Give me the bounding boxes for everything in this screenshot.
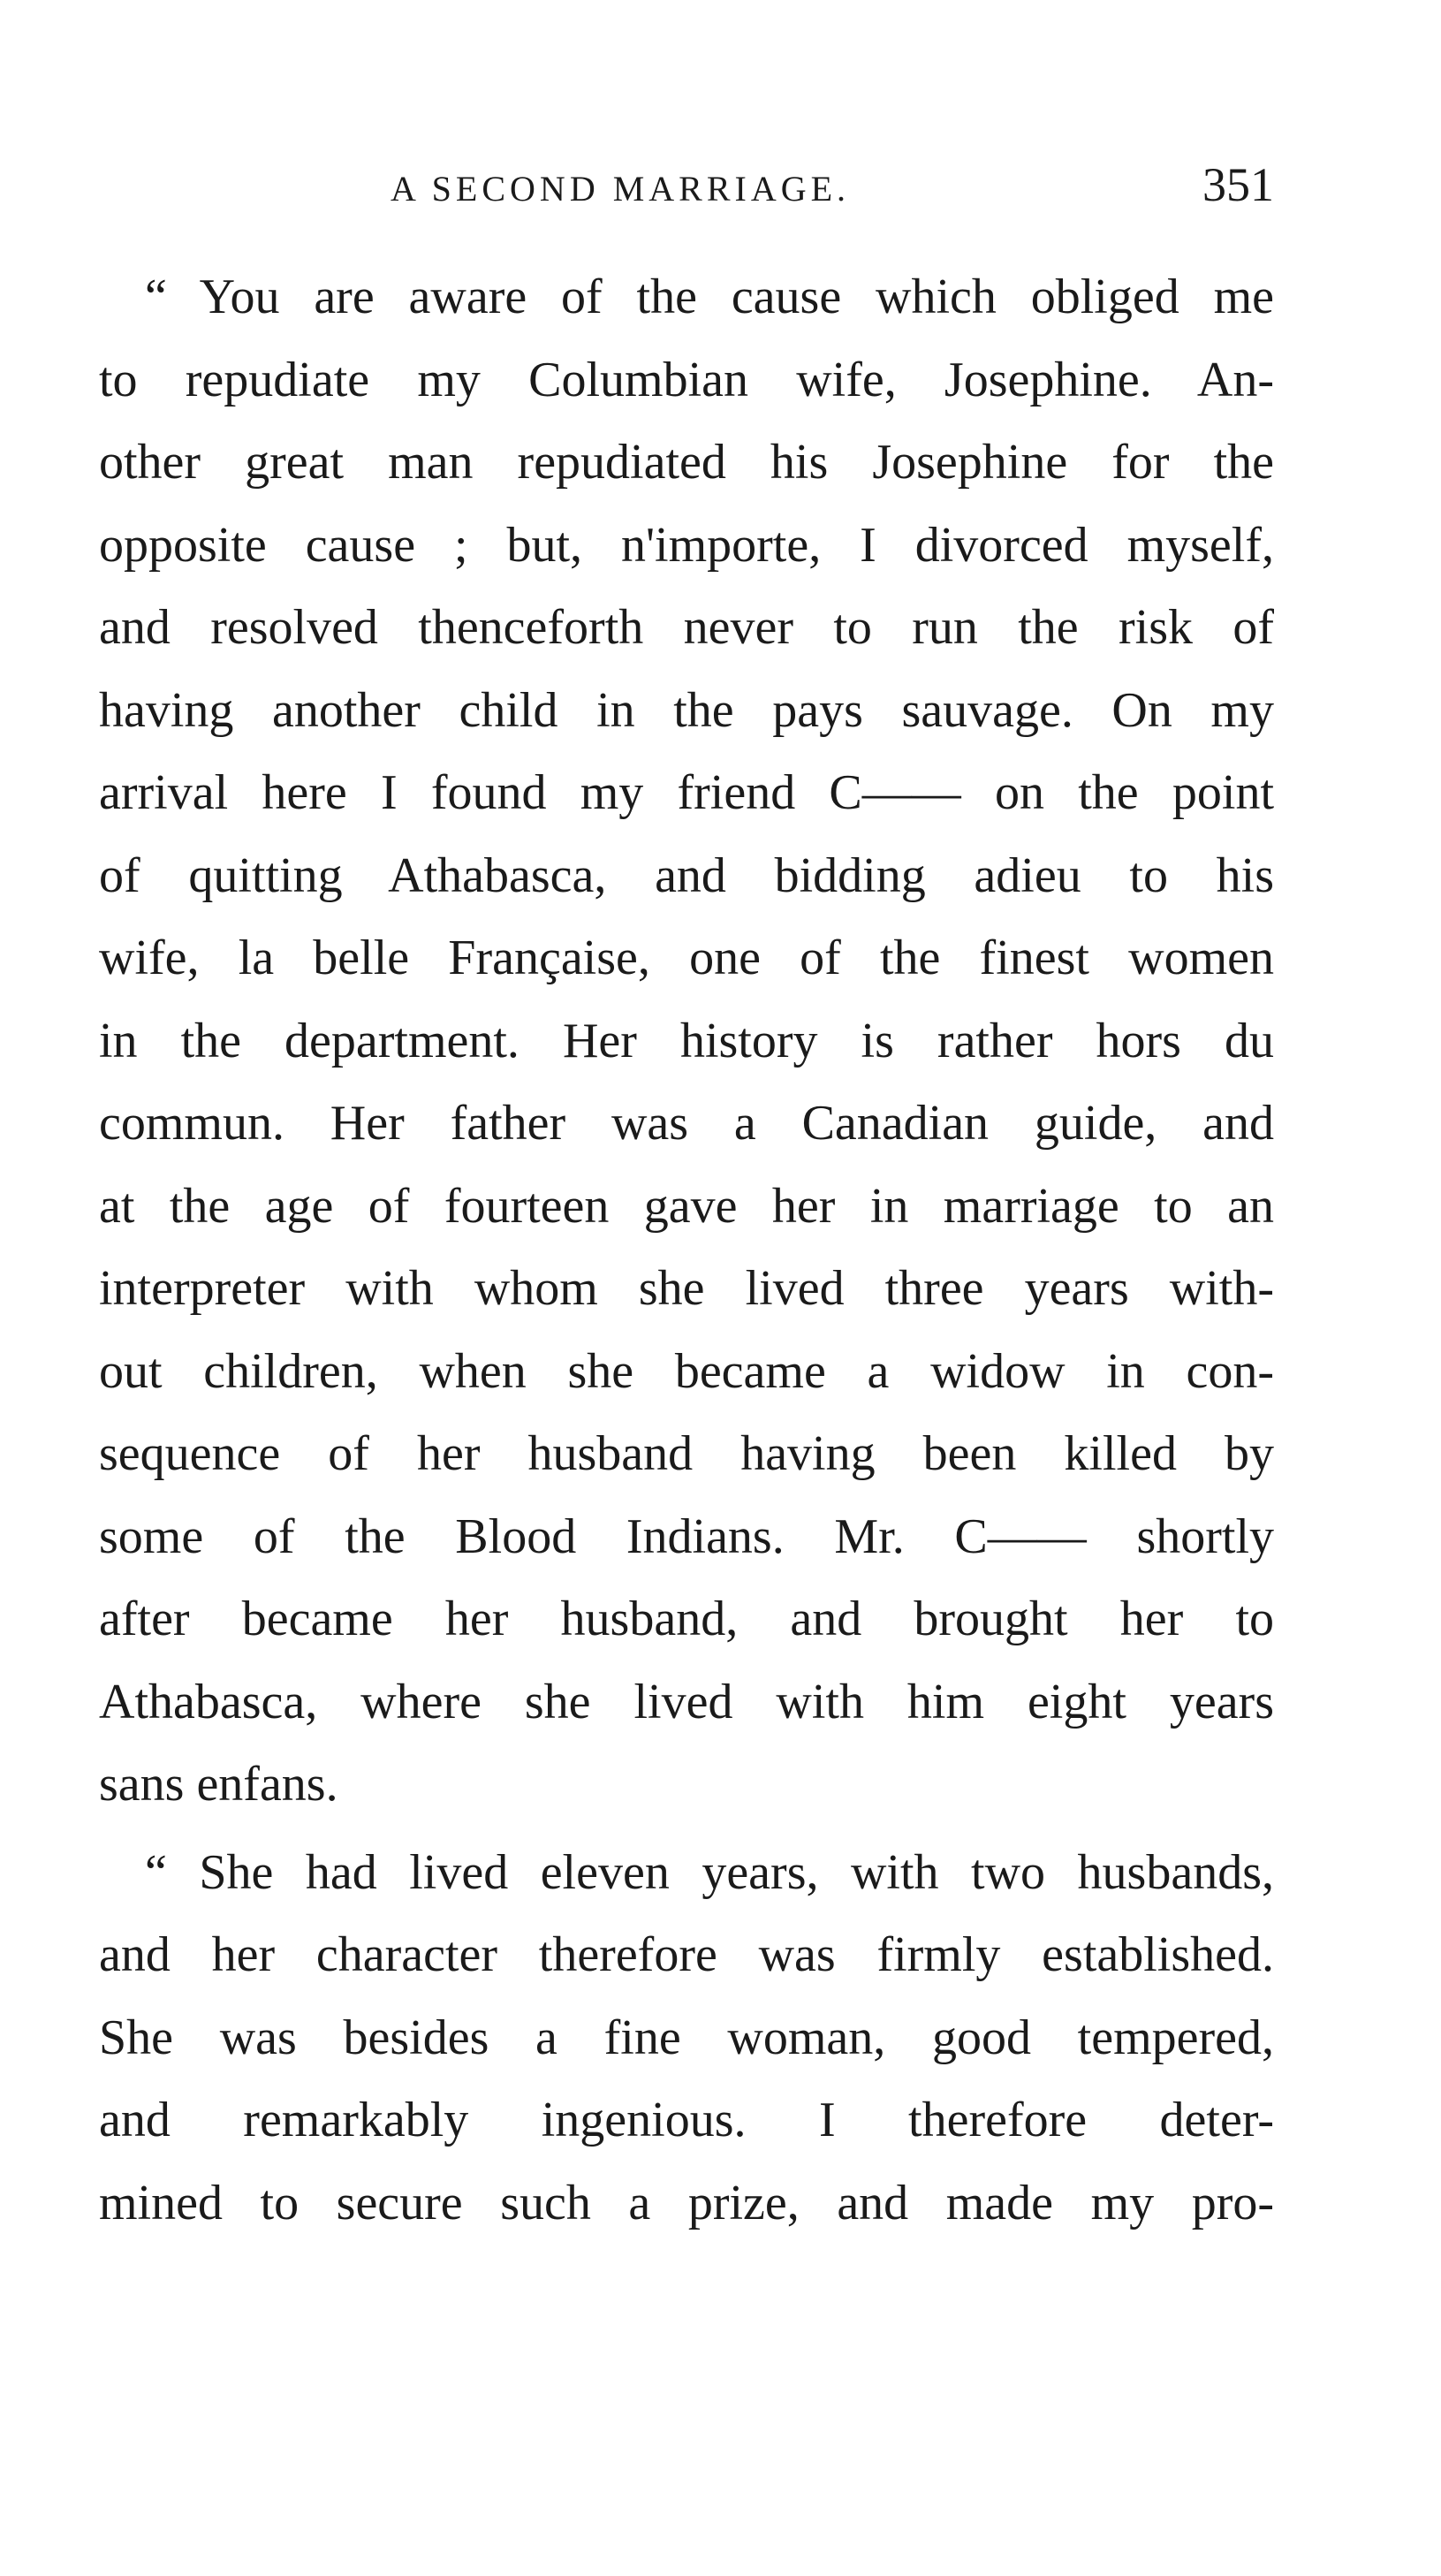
page-header — [99, 157, 1274, 219]
text-line: arrival here I found my friend C—— on the point — [99, 765, 1274, 820]
text-line: sans enfans. — [99, 1757, 338, 1812]
page-number: 351 — [1202, 158, 1274, 211]
text-line: commun. Her father was a Canadian guide, and — [99, 1096, 1274, 1151]
text-line: at the age of fourteen gave her in marriage to an — [99, 1178, 1274, 1234]
text-line: Athabasca, where she lived with him eight years — [99, 1674, 1274, 1729]
text-line: mined to secure such a prize, and made my pro- — [99, 2175, 1274, 2230]
body-text — [99, 256, 1274, 2245]
text-line: sequence of her husband having been killed by — [99, 1426, 1274, 1481]
text-line: and her character therefore was firmly established. — [99, 1927, 1274, 1982]
text-line: having another child in the pays sauvage. On my — [99, 682, 1274, 738]
text-line: after became her husband, and brought her to — [99, 1592, 1274, 1646]
text-line: other great man repudiated his Josephine for the — [99, 435, 1274, 490]
text-line: out children, when she became a widow in con- — [99, 1343, 1274, 1399]
text-line: “ You are aware of the cause which obliged me — [145, 270, 1274, 324]
text-line: opposite cause ; but, n'importe, I divorced myself, — [99, 517, 1274, 573]
text-line: to repudiate my Columbian wife, Josephine. An- — [99, 352, 1274, 407]
text-line: interpreter with whom she lived three years with- — [99, 1261, 1274, 1316]
text-line: She was besides a fine woman, good tempered, — [99, 2010, 1274, 2065]
running-title: A SECOND MARRIAGE. — [391, 169, 851, 209]
text-line: of quitting Athabasca, and bidding adieu to his — [99, 847, 1274, 903]
text-line: “ She had lived eleven years, with two husbands, — [145, 1844, 1274, 1900]
text-line: and resolved thenceforth never to run the risk of — [99, 600, 1274, 655]
text-line: and remarkably ingenious. I therefore deter- — [99, 2093, 1274, 2147]
text-line: in the department. Her history is rather hors du — [99, 1013, 1274, 1068]
text-line: wife, la belle Française, one of the finest women — [99, 931, 1274, 985]
text-line: some of the Blood Indians. Mr. C—— shortly — [99, 1508, 1274, 1564]
